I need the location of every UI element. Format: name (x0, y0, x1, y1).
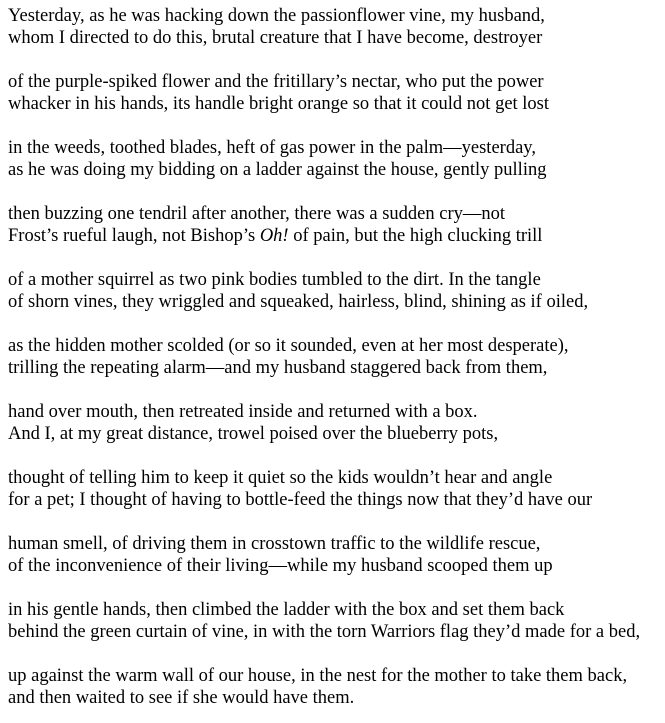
poem-segment: trilling the repeating alarm—and my husband staggered back from them, (8, 358, 548, 378)
poem-line (8, 71, 659, 93)
stanza (8, 335, 659, 379)
stanza (8, 401, 659, 445)
poem-line (8, 203, 659, 225)
poem-segment: whacker in his hands, its handle bright orange so that it could not get lost (8, 94, 550, 114)
poem-segment-italic: Oh! (259, 226, 289, 246)
poem-line (8, 27, 659, 49)
poem-line (8, 599, 659, 621)
poem-line (8, 555, 659, 577)
stanza (8, 5, 659, 49)
poem-segment: of a mother squirrel as two pink bodies tumbled to the dirt. In the tangle (8, 270, 541, 290)
poem-segment: in the weeds, toothed blades, heft of gas power in the palm—yesterday, (8, 138, 536, 158)
poem-segment: of shorn vines, they wriggled and squeaked, hairless, blind, shining as if oiled, (8, 292, 589, 312)
stanza (8, 269, 659, 313)
poem-line (8, 159, 659, 181)
poem-line (8, 93, 659, 115)
poem-segment: And I, at my great distance, trowel poised over the blueberry pots, (8, 424, 499, 444)
poem-segment: as he was doing my bidding on a ladder against the house, gently pulling (8, 160, 547, 180)
stanza (8, 137, 659, 181)
poem-segment: as the hidden mother scolded (or so it sounded, even at her most desperate), (8, 336, 569, 356)
stanza (8, 203, 659, 247)
poem-segment: human smell, of driving them in crosstown traffic to the wildlife rescue, (8, 534, 541, 554)
poem-line (8, 489, 659, 511)
stanza (8, 71, 659, 115)
poem-line (8, 269, 659, 291)
poem-segment: of the purple-spiked flower and the fritillary’s nectar, who put the power (8, 72, 544, 92)
stanza (8, 665, 659, 709)
poem-line (8, 687, 659, 709)
poem-segment: whom I directed to do this, brutal creature that I have become, destroyer (8, 28, 543, 48)
poem-line (8, 357, 659, 379)
poem-line (8, 467, 659, 489)
poem-segment: for a pet; I thought of having to bottle-feed the things now that they’d have our (8, 490, 593, 510)
poem-segment: and then waited to see if she would have them. (8, 688, 355, 708)
poem-segment: then buzzing one tendril after another, there was a sudden cry—not (8, 204, 506, 224)
poem-line (8, 533, 659, 555)
stanza (8, 533, 659, 577)
poem-line (8, 423, 659, 445)
poem-line (8, 225, 659, 247)
poem-segment: behind the green curtain of vine, in with the torn Warriors flag they’d made for a bed, (8, 622, 641, 642)
poem-segment: of pain, but the high clucking trill (288, 226, 543, 246)
poem-segment: up against the warm wall of our house, in the nest for the mother to take them back, (8, 666, 628, 686)
poem-line (8, 291, 659, 313)
poem-line (8, 621, 659, 643)
poem-line (8, 335, 659, 357)
poem-line (8, 665, 659, 687)
stanza (8, 599, 659, 643)
poem-segment: Frost’s rueful laugh, not Bishop’s (8, 226, 260, 246)
poem-segment: in his gentle hands, then climbed the ladder with the box and set them back (8, 600, 565, 620)
poem-segment: hand over mouth, then retreated inside and returned with a box. (8, 402, 478, 422)
poem-line (8, 5, 659, 27)
poem-segment: Yesterday, as he was hacking down the passionflower vine, my husband, (8, 6, 545, 26)
poem-segment: thought of telling him to keep it quiet so the kids wouldn’t hear and angle (8, 468, 553, 488)
poem-line (8, 401, 659, 423)
poem-line (8, 137, 659, 159)
poem-segment: of the inconvenience of their living—while my husband scooped them up (8, 556, 553, 576)
stanza (8, 467, 659, 511)
